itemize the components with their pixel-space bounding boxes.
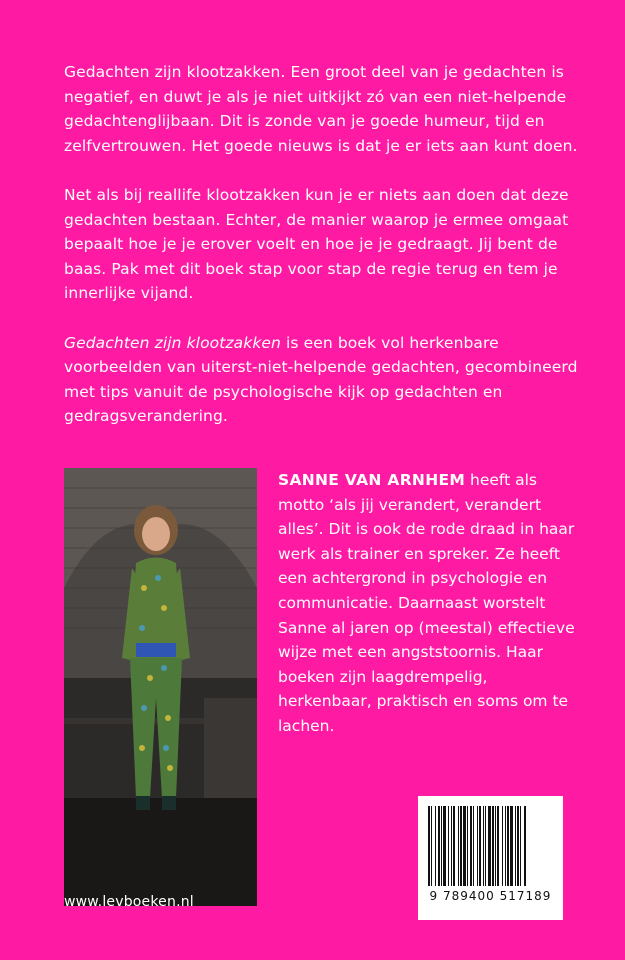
blurb [64, 60, 584, 454]
author-name: SANNE VAN ARNHEM [278, 471, 466, 489]
isbn-barcode [418, 796, 563, 920]
publisher-website[interactable]: www.levboeken.nl [64, 894, 194, 910]
blurb-paragraph-1: Gedachten zijn klootzakken. Een groot deel van je gedachten is negatief, en duwt je als je niet uitkijkt zó van een niet-helpende gedachtenglijbaan. Dit is zonde van je goede humeur, tijd en zelfvertrouwen. Het goede nieuws is dat je er iets aan kunt doen. [64, 63, 578, 155]
book-title: Gedachten zijn klootzakken [64, 333, 281, 352]
author-bio [278, 468, 578, 739]
blurb-paragraph-3 [64, 331, 584, 429]
author-photo [64, 468, 257, 906]
blurb-paragraph-3-text: is een boek vol herkenbare voorbeelden van uiterst-niet-helpende gedachten, gecombineerd met tips vanuit de psychologische kijk op gedachten en gedragsverandering. [64, 333, 578, 426]
author-bio-text: heeft als motto ‘als jij verandert, verandert alles’. Dit is ook de rode draad in haar werk als trainer en spreker. Ze heeft een achtergrond in psychologie en communicatie. Daarnaast worstelt Sanne al jaren op (meestal) effectieve wijze met een angststoornis. Haar boeken zijn laagdrempelig, herkenbaar, praktisch en soms om te lachen. [278, 471, 575, 735]
isbn-number: 9 789400 517189 [429, 889, 552, 903]
blurb-paragraph-2: Net als bij reallife klootzakken kun je er niets aan doen dat deze gedachten bestaan. Echter, de manier waarop je ermee omgaat bepaalt hoe je je erover voelt en hoe je je gedraagt. Jij bent de baas. Pak met dit boek stap voor stap de regie terug en tem je innerlijke vijand. [64, 185, 569, 303]
